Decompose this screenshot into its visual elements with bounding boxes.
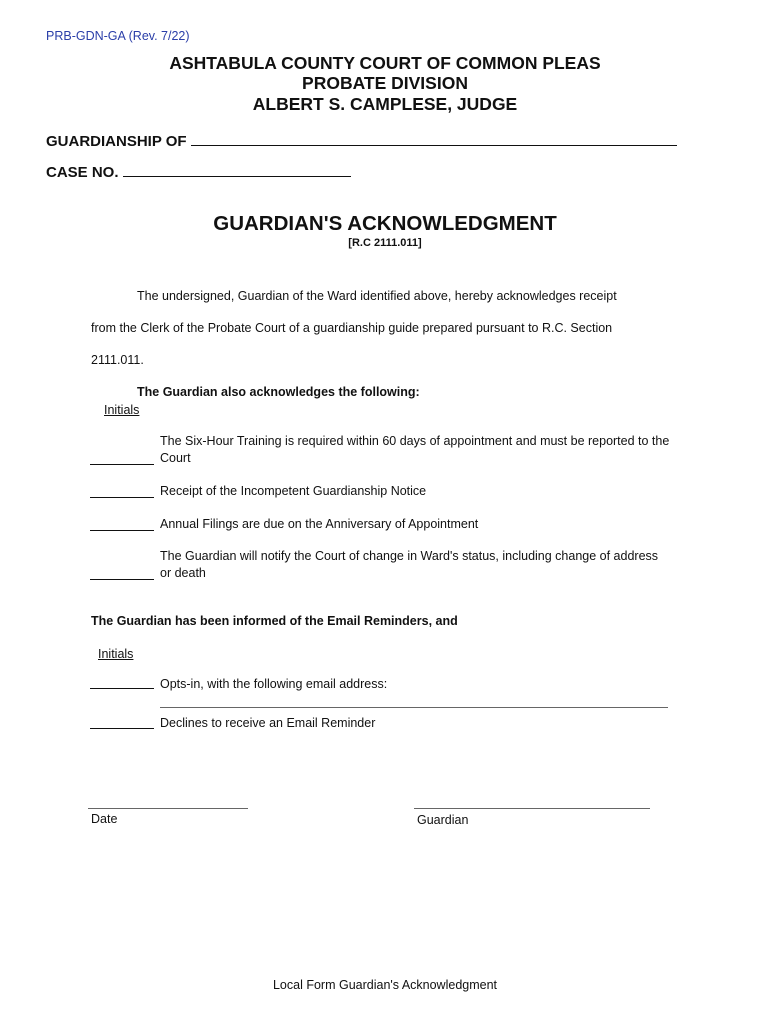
case-no-field	[46, 162, 351, 181]
section-1-initials-label: Initials	[104, 403, 140, 417]
section-2-initials-label: Initials	[98, 647, 134, 661]
initials-blank-opt-in[interactable]	[90, 688, 154, 689]
initials-blank-decline[interactable]	[90, 728, 154, 729]
judge-name: ALBERT S. CAMPLESE, JUDGE	[252, 94, 518, 114]
paragraph-line-2: from the Clerk of the Probate Court of a guardianship guide prepared pursuant to R.C. Section	[91, 321, 613, 335]
statute-citation: [R.C 2111.011]	[348, 237, 422, 249]
date-label: Date	[91, 812, 118, 826]
court-name: ASHTABULA COUNTY COURT OF COMMON PLEAS	[169, 53, 601, 73]
date-signature-line[interactable]	[88, 808, 248, 809]
paragraph-line-3: 2111.011.	[91, 353, 144, 367]
initials-blank-annual-filings[interactable]	[90, 530, 154, 531]
guardian-label: Guardian	[417, 813, 469, 827]
initials-blank-training[interactable]	[90, 464, 154, 465]
item-notice: Receipt of the Incompetent Guardianship Notice	[160, 484, 427, 498]
document-title: GUARDIAN'S ACKNOWLEDGMENT	[213, 212, 557, 235]
email-address-line[interactable]	[160, 707, 668, 708]
guardianship-of-field	[46, 131, 677, 150]
section-2-heading: The Guardian has been informed of the Email Reminders, and	[91, 614, 458, 628]
case-no-label: CASE NO.	[46, 164, 119, 181]
item-status-change: The Guardian will notify the Court of change in Ward's status, including change of address or death	[160, 549, 659, 580]
division-name: PROBATE DIVISION	[302, 73, 468, 93]
initials-blank-notice[interactable]	[90, 497, 154, 498]
item-training: The Six-Hour Training is required within 60 days of appointment and must be reported to the Court	[160, 434, 670, 465]
section-1-heading: The Guardian also acknowledges the following:	[137, 385, 420, 399]
guardian-signature-line[interactable]	[414, 808, 650, 809]
item-annual-filings: Annual Filings are due on the Anniversary of Appointment	[160, 517, 479, 531]
item-decline: Declines to receive an Email Reminder	[160, 716, 376, 730]
guardianship-of-blank[interactable]	[191, 131, 677, 146]
initials-blank-status-change[interactable]	[90, 579, 154, 580]
form-code: PRB-GDN-GA (Rev. 7/22)	[46, 29, 190, 43]
guardianship-of-label: GUARDIANSHIP OF	[46, 133, 187, 150]
case-no-blank[interactable]	[123, 162, 351, 177]
paragraph-line-1: The undersigned, Guardian of the Ward identified above, hereby acknowledges receipt	[137, 289, 617, 303]
item-opt-in: Opts-in, with the following email address:	[160, 677, 388, 691]
footer-text: Local Form Guardian's Acknowledgment	[272, 978, 498, 992]
